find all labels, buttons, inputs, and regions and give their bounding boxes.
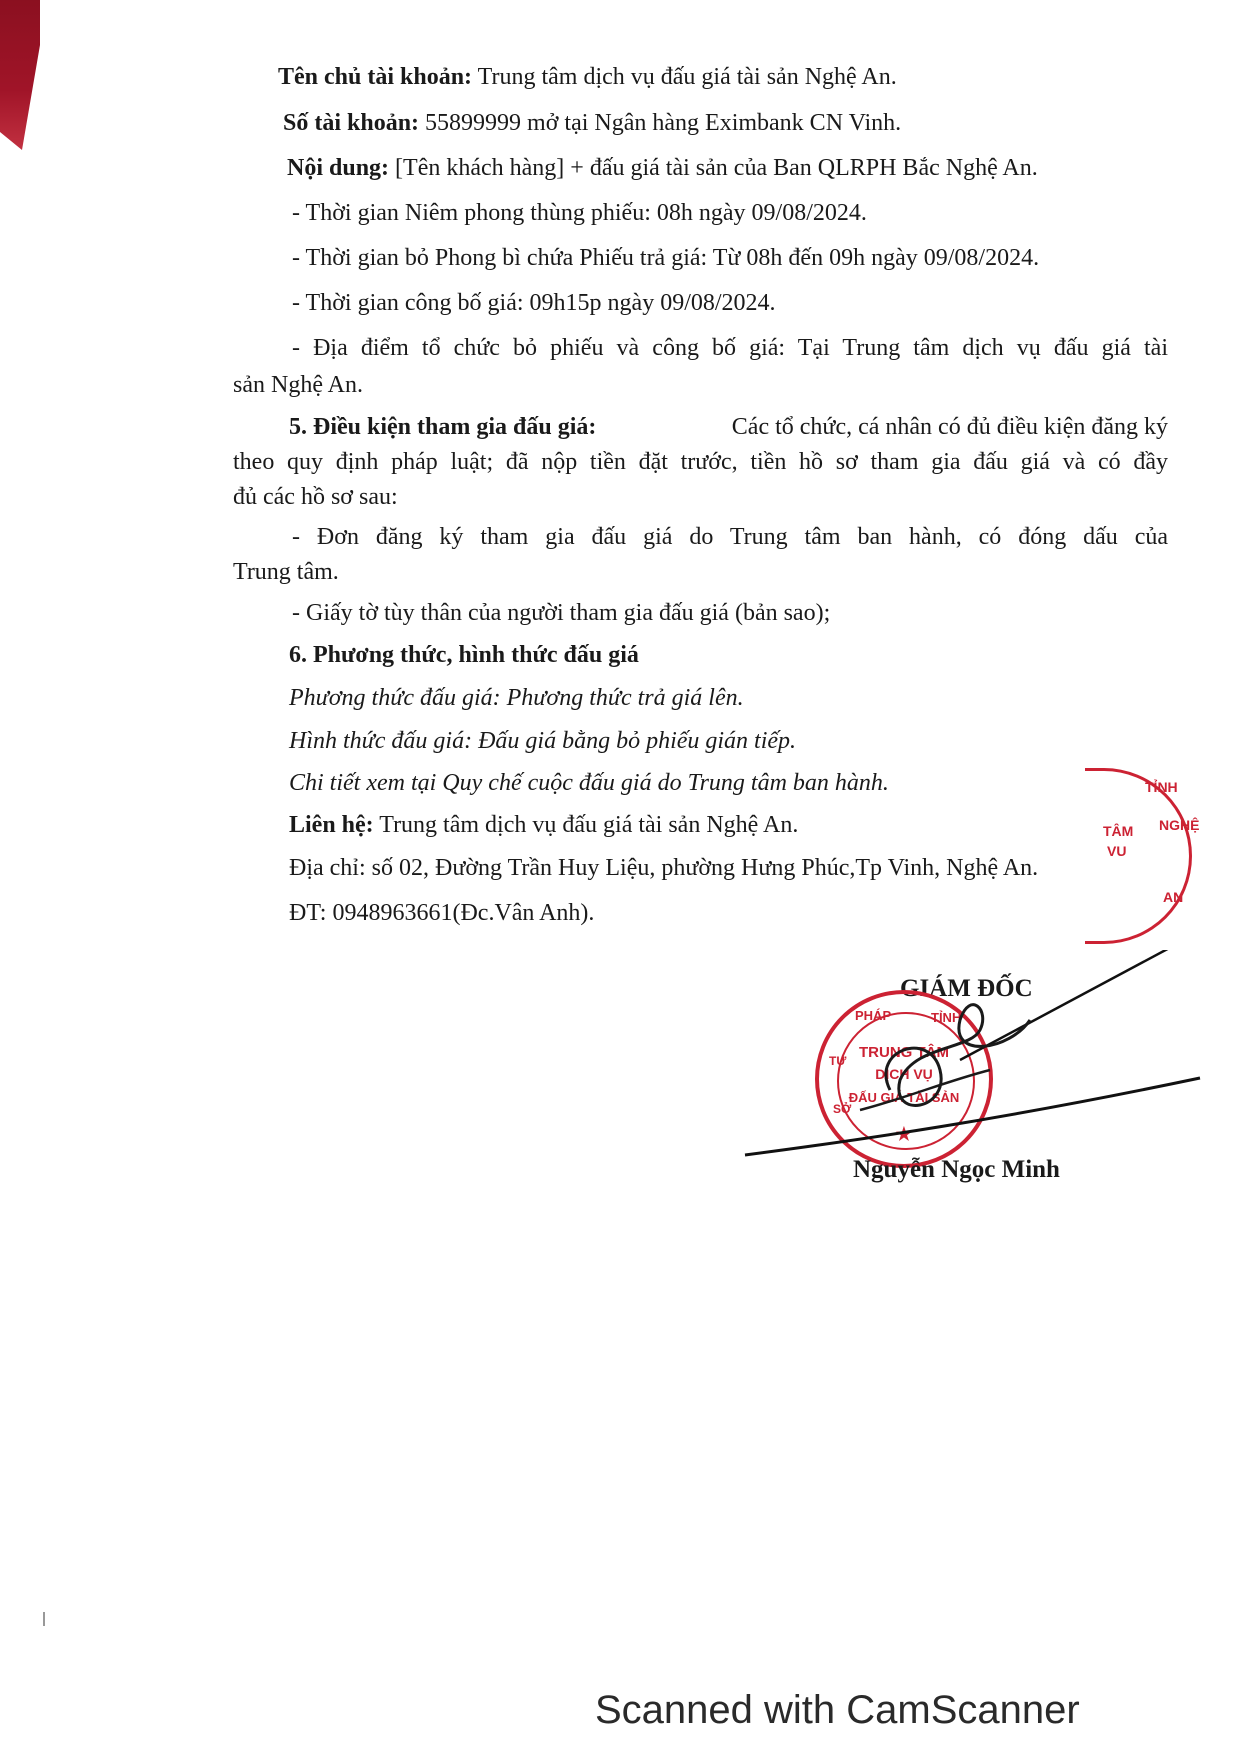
contact-address: Địa chỉ: số 02, Đường Trần Huy Liệu, phường Hưng Phúc,Tp Vinh, Nghệ An. bbox=[289, 855, 1039, 881]
section5-heading: 5. Điều kiện tham gia đấu giá: bbox=[289, 414, 597, 440]
section5-text-line2: theo quy định pháp luật; đã nộp tiền đặt trước, tiền hồ sơ tham gia đấu giá và có đầy bbox=[233, 449, 1168, 475]
account-number-value: 55899999 mở tại Ngân hàng Eximbank CN Vinh. bbox=[425, 110, 902, 136]
contact-label: Liên hệ: bbox=[289, 812, 374, 838]
section5-first-line bbox=[289, 412, 1168, 442]
seal-text: PHÁP bbox=[855, 1008, 892, 1023]
contact-line bbox=[289, 810, 798, 840]
partial-stamp-word: AN bbox=[1163, 889, 1184, 905]
section6-details: Chi tiết xem tại Quy chế cuộc đấu giá do Trung tâm ban hành. bbox=[289, 770, 889, 796]
camscanner-watermark: Scanned with CamScanner bbox=[595, 1688, 1080, 1732]
account-number-line bbox=[283, 108, 901, 138]
scan-mark bbox=[43, 1612, 45, 1626]
account-holder-value: Trung tâm dịch vụ đấu giá tài sản Nghệ An. bbox=[477, 64, 897, 90]
partial-stamp-word: VU bbox=[1107, 843, 1127, 859]
transfer-content-line bbox=[287, 153, 1038, 183]
transfer-content-label: Nội dung: bbox=[287, 155, 390, 181]
account-number-label: Số tài khoản: bbox=[283, 110, 420, 136]
section6-method: Phương thức đấu giá: Phương thức trả giá lên. bbox=[289, 685, 744, 711]
announcement-time: - Thời gian công bố giá: 09h15p ngày 09/08/2024. bbox=[292, 290, 776, 316]
section5-text-line3: đủ các hồ sơ sau: bbox=[233, 484, 398, 510]
location-line2: sản Nghệ An. bbox=[233, 372, 363, 398]
section5-text-line1: Các tổ chức, cá nhân có đủ điều kiện đăng ký bbox=[731, 414, 1168, 440]
partial-stamp-word: NGHỆ bbox=[1159, 817, 1200, 833]
section6-form: Hình thức đấu giá: Đấu giá bằng bỏ phiếu gián tiếp. bbox=[289, 728, 797, 754]
section6-heading: 6. Phương thức, hình thức đấu giá bbox=[289, 642, 639, 668]
seal-star-icon: ★ bbox=[895, 1124, 913, 1144]
seal-text: TƯ bbox=[829, 1054, 847, 1068]
handwritten-signature bbox=[740, 950, 1220, 1170]
signatory-title: GIÁM ĐỐC bbox=[900, 975, 1033, 1002]
account-holder-label: Tên chủ tài khoản: bbox=[278, 64, 473, 90]
sealing-time: - Thời gian Niêm phong thùng phiếu: 08h ngày 09/08/2024. bbox=[292, 200, 867, 226]
seal-text: SỞ bbox=[833, 1102, 852, 1116]
section5-item1-line2: Trung tâm. bbox=[233, 559, 339, 585]
contact-phone: ĐT: 0948963661(Đc.Vân Anh). bbox=[289, 900, 595, 926]
seal-text: TỈNH bbox=[931, 1010, 962, 1025]
seal-text: ĐẤU GIÁ TÀI SẢN bbox=[848, 1090, 960, 1105]
partial-stamp-word: TỈNH bbox=[1145, 779, 1178, 795]
section5-item2: - Giấy tờ tùy thân của người tham gia đấu giá (bản sao); bbox=[292, 600, 831, 626]
section5-item1-line1: - Đơn đăng ký tham gia đấu giá do Trung tâm ban hành, có đóng dấu của bbox=[292, 524, 1168, 550]
account-holder-line bbox=[278, 62, 897, 92]
page-corner-tab bbox=[0, 0, 40, 150]
partial-stamp bbox=[1085, 768, 1200, 944]
seal-text: DỊCH VỤ bbox=[875, 1066, 933, 1082]
partial-stamp-word: TÂM bbox=[1103, 823, 1134, 839]
location-line1: - Địa điểm tổ chức bỏ phiếu và công bố giá: Tại Trung tâm dịch vụ đấu giá tài bbox=[292, 335, 1168, 361]
envelope-time: - Thời gian bỏ Phong bì chứa Phiếu trả giá: Từ 08h đến 09h ngày 09/08/2024. bbox=[292, 245, 1040, 271]
contact-value: Trung tâm dịch vụ đấu giá tài sản Nghệ An. bbox=[379, 812, 799, 838]
signatory-name: Nguyễn Ngọc Minh bbox=[853, 1156, 1060, 1183]
transfer-content-value: [Tên khách hàng] + đấu giá tài sản của Ban QLRPH Bắc Nghệ An. bbox=[395, 155, 1038, 181]
seal-text: TRUNG TÂM bbox=[859, 1044, 949, 1061]
